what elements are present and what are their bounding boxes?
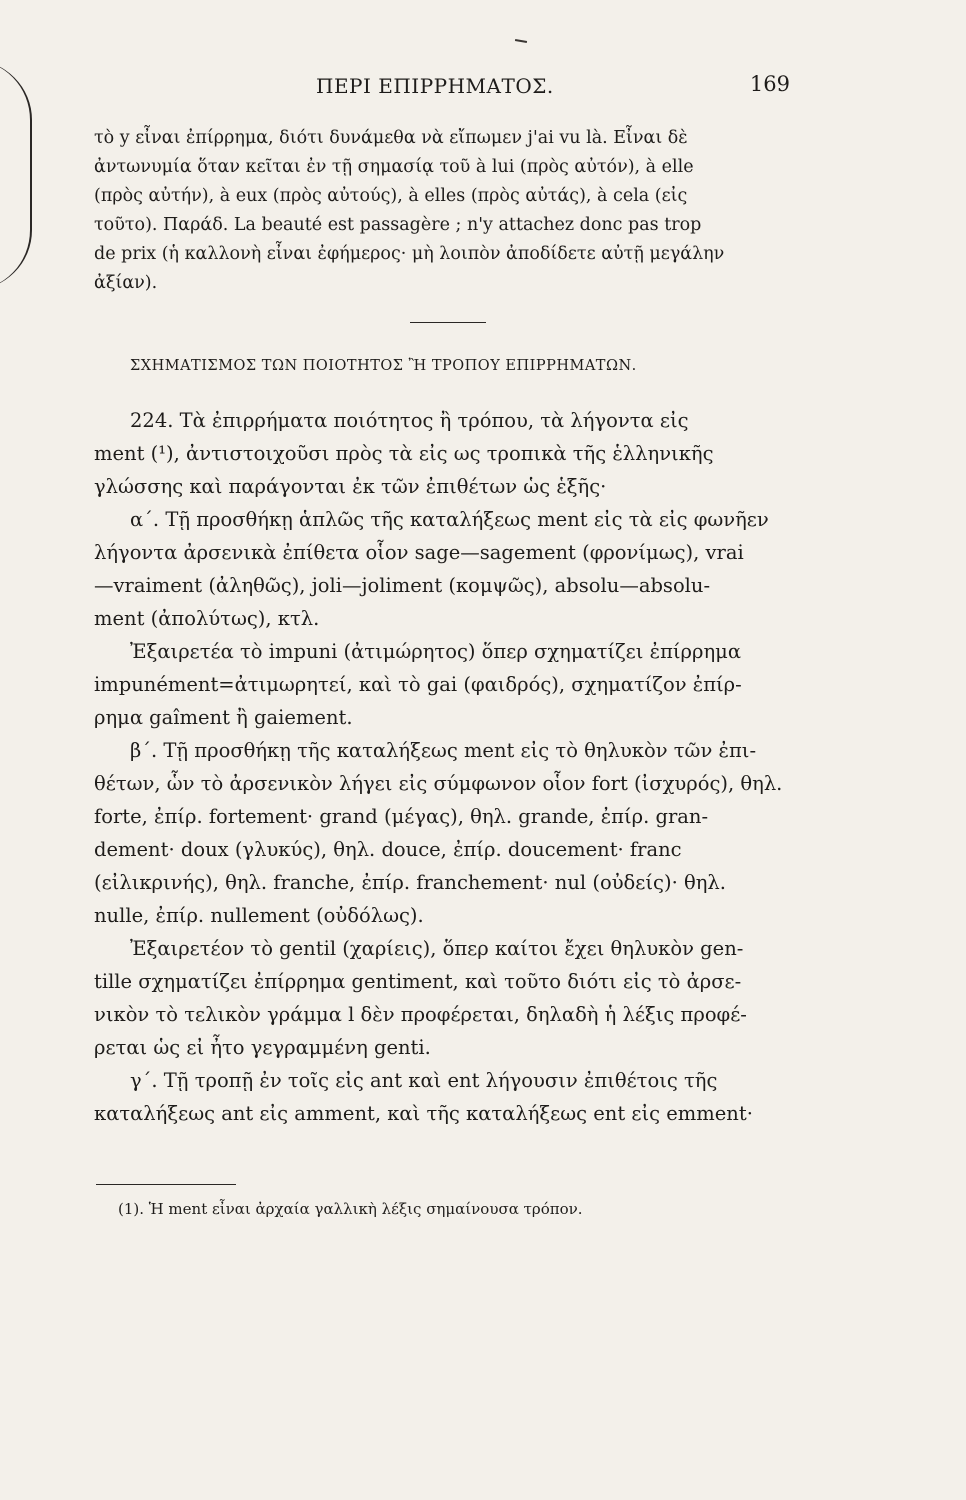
text-line: ρημα gaîment ἢ gaiement. [94, 706, 353, 729]
text-line: καταλήξεως ant εἰς amment, καὶ τῆς καταλήξεως ent εἰς emment· [94, 1102, 753, 1125]
text-line: (πρὸς αὐτήν), à eux (πρὸς αὐτούς), à elles (πρὸς αὐτάς), à cela (εἰς [94, 186, 688, 206]
text-line: ment (ἀπολύτως), κτλ. [94, 607, 320, 630]
page-edge-curve [0, 60, 32, 290]
text-line: τοῦτο). Παράδ. La beauté est passagère ; n'y attachez donc pas trop [94, 215, 702, 235]
running-head [94, 72, 794, 102]
text-line: (εἰλικρινής), θηλ. franche, ἐπίρ. franchement· nul (οὐδείς)· θηλ. [94, 871, 726, 894]
intro-paragraph [94, 124, 794, 298]
text-line: ἀξίαν). [94, 273, 158, 293]
section-divider [410, 322, 486, 323]
text-line: forte, ἐπίρ. fortement· grand (μέγας), θηλ. grande, ἐπίρ. gran- [94, 805, 709, 828]
text-line: Ἐξαιρετέα τὸ impuni (ἀτιμώρητος) ὅπερ σχηματίζει ἐπίρρημα [130, 640, 741, 663]
text-line: λήγοντα ἀρσενικὰ ἐπίθετα οἷον sage—sagement (φρονίμως), vrai [94, 541, 744, 564]
text-line: dement· doux (γλυκύς), θηλ. douce, ἐπίρ. doucement· franc [94, 838, 682, 861]
ink-mark [515, 39, 527, 43]
text-line: Ἐξαιρετέον τὸ gentil (χαρίεις), ὅπερ καίτοι ἔχει θηλυκὸν gen- [130, 937, 744, 960]
text-line: γλώσσης καὶ παράγονται ἐκ τῶν ἐπιθέτων ὡς ἑξῆς· [94, 475, 607, 498]
footnote-rule [96, 1184, 236, 1185]
header-title: ΠΕΡΙ ΕΠΙΡΡΗΜΑΤΟΣ. [316, 74, 554, 98]
text-line: β΄. Τῇ προσθήκῃ τῆς καταλήξεως ment εἰς τὸ θηλυκὸν τῶν ἐπι- [130, 739, 757, 762]
section-heading: ΣΧΗΜΑΤΙΣΜΟΣ ΤΩΝ ΠΟΙΟΤΗΤΟΣ Ἢ ΤΡΟΠΟΥ ΕΠΙΡΡΗΜΑΤΩΝ. [130, 358, 637, 374]
text-line: γ΄. Τῇ τροπῇ ἐν τοῖς εἰς ant καὶ ent λήγουσιν ἐπιθέτοις τῆς [130, 1069, 718, 1092]
text-line: 224. Τὰ ἐπιρρήματα ποιότητος ἢ τρόπου, τὰ λήγοντα εἰς [130, 409, 689, 432]
text-line: nulle, ἐπίρ. nullement (οὐδόλως). [94, 904, 424, 927]
text-line: impunément=ἀτιμωρητεί, καὶ τὸ gai (φαιδρός), σχηματίζον ἐπίρ- [94, 673, 742, 696]
page-number: 169 [749, 72, 790, 96]
text-line: tille σχηματίζει ἐπίρρημα gentiment, καὶ τοῦτο διότι εἰς τὸ ἀρσε- [94, 970, 742, 993]
main-paragraphs [94, 404, 794, 1130]
footnote: (1). Ἡ ment εἶναι ἀρχαία γαλλικὴ λέξις σημαίνουσα τρόπον. [118, 1200, 583, 1218]
text-line: ment (¹), ἀντιστοιχοῦσι πρὸς τὰ εἰς ως τροπικὰ τῆς ἑλληνικῆς [94, 442, 714, 465]
text-line: —vraiment (ἀληθῶς), joli—joliment (κομψῶς), absolu—absolu- [94, 574, 711, 597]
text-line: νικὸν τὸ τελικὸν γράμμα l δὲν προφέρεται, δηλαδὴ ἡ λέξις προφέ- [94, 1003, 747, 1026]
text-line: de prix (ἡ καλλονὴ εἶναι ἐφήμερος· μὴ λοιπὸν ἀποδίδετε αὐτῇ μεγάλην [94, 244, 725, 264]
text-line: α΄. Τῇ προσθήκῃ ἁπλῶς τῆς καταλήξεως ment εἰς τὰ εἰς φωνῆεν [130, 508, 769, 531]
text-line: ρεται ὡς εἰ ἦτο γεγραμμένη genti. [94, 1036, 431, 1059]
text-line: ἀντωνυμία ὅταν κεῖται ἐν τῇ σημασίᾳ τοῦ à lui (πρὸς αὐτόν), à elle [94, 157, 694, 177]
text-line: θέτων, ὧν τὸ ἀρσενικὸν λήγει εἰς σύμφωνον οἷον fort (ἰσχυρός), θηλ. [94, 772, 783, 795]
text-line: τὸ y εἶναι ἐπίρρημα, διότι δυνάμεθα νὰ εἴπωμεν j'ai vu là. Εἶναι δὲ [94, 128, 688, 148]
